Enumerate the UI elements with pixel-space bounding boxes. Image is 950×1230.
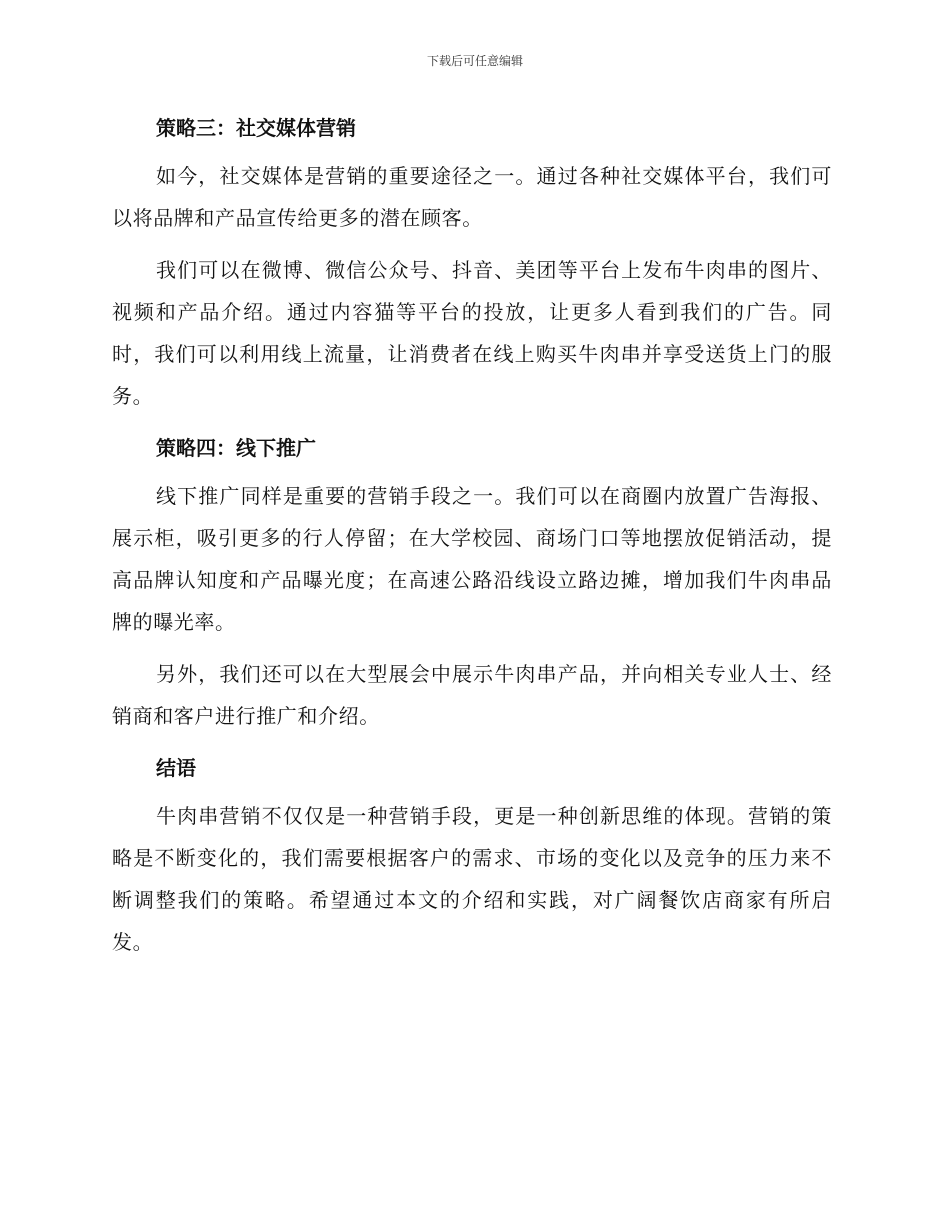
paragraph: 另外，我们还可以在大型展会中展示牛肉串产品，并向相关专业人士、经销商和客户进行推广和介绍。: [112, 662, 832, 728]
paragraph: 线下推广同样是重要的营销手段之一。我们可以在商圈内放置广告海报、展示柜，吸引更多的行人停留；在大学校园、商场门口等地摆放促销活动，提高品牌认知度和产品曝光度；在高速公路沿线设立路边摊，增加我们牛肉串品牌的曝光率。: [112, 484, 832, 634]
section-heading: 策略四：线下推广: [156, 436, 316, 460]
paragraph: 牛肉串营销不仅仅是一种营销手段，更是一种创新思维的体现。营销的策略是不断变化的，我们需要根据客户的需求、市场的变化以及竞争的压力来不断调整我们的策略。希望通过本文的介绍和实践，对广阔餐饮店商家有所启发。: [112, 804, 832, 954]
section-conclusion: [112, 747, 832, 963]
paragraph: 如今，社交媒体是营销的重要途径之一。通过各种社交媒体平台，我们可以将品牌和产品宣传给更多的潜在顾客。: [112, 164, 832, 230]
section-heading: 策略三：社交媒体营销: [156, 116, 356, 140]
section-social-media: [112, 107, 832, 417]
section-heading: 结语: [156, 756, 196, 780]
document-body: [112, 107, 832, 973]
paragraph: 我们可以在微博、微信公众号、抖音、美团等平台上发布牛肉串的图片、视频和产品介绍。通过内容猫等平台的投放，让更多人看到我们的广告。同时，我们可以利用线上流量，让消费者在线上购买牛肉串并享受送货上门的服务。: [112, 258, 832, 408]
section-offline-promotion: [112, 427, 832, 737]
page-header: 下载后可任意编辑: [426, 54, 523, 68]
